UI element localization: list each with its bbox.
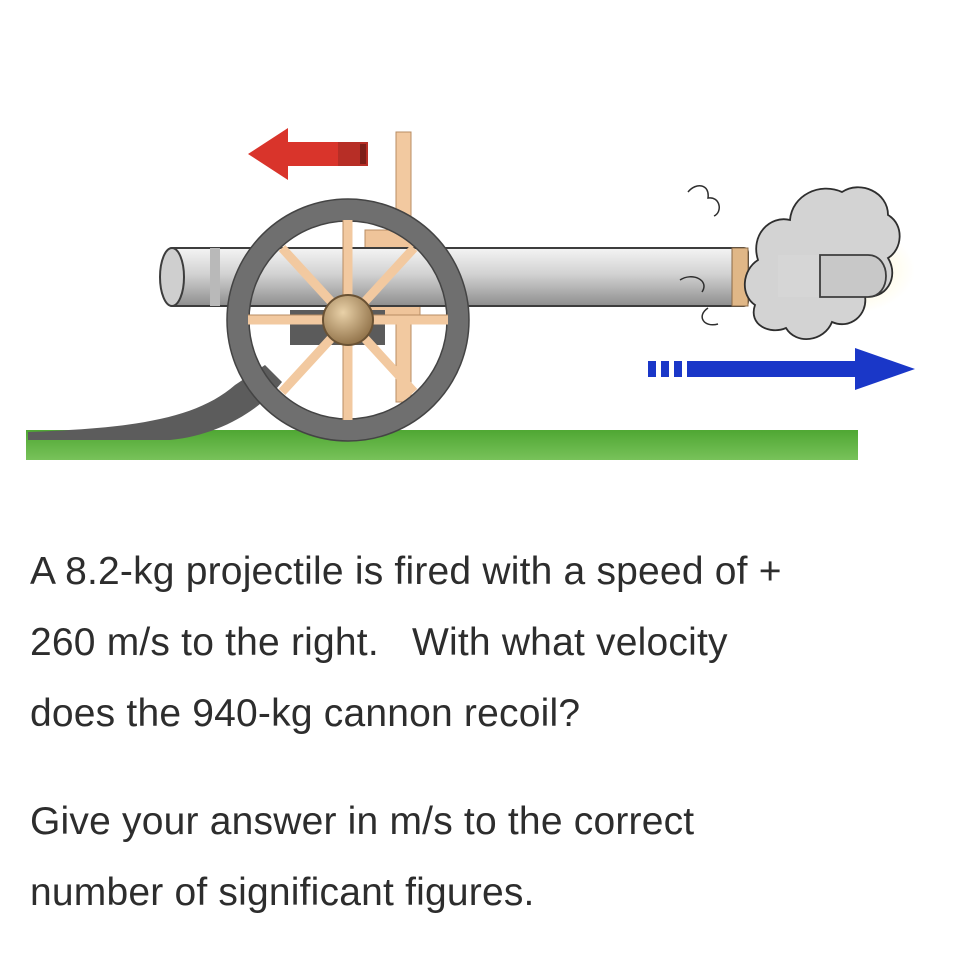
projectile-velocity-arrow-icon [648,348,915,390]
question-text [30,536,960,749]
wheel-hub [323,295,373,345]
question-line-1: A 8.2-kg projectile is fired with a speed of + [30,550,782,593]
question-line-2: 260 m/s to the right. With what velocity [30,621,728,664]
cannon-wheel [227,199,469,441]
projectile-icon [778,255,886,297]
question-line-3: does the 940-kg cannon recoil? [30,692,581,735]
instruction-text [30,786,960,928]
cannon-recoil-figure [20,120,940,490]
instruction-line-1: Give your answer in m/s to the correct [30,800,695,843]
instruction-line-2: number of significant figures. [30,871,535,914]
recoil-arrow-icon [248,128,368,180]
